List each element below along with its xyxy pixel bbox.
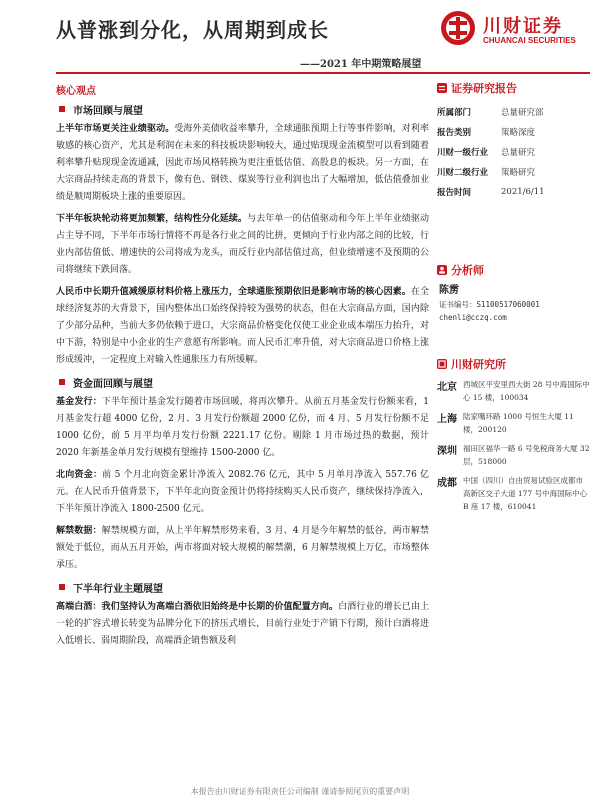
office-city: 深圳 bbox=[437, 446, 457, 457]
paragraph-text: 与去年单一的估值驱动和今年上半年业绩驱动占主导不同，下半年市场行情将不再是各行业之间的比拼，更倾向于行业内部之间的比较，行业内部估值低、增速快的公司将成为龙头，而反行业内部估值过高，但业绩增速不及预期的公司将继续下跌回落。 bbox=[56, 214, 429, 275]
paragraph-text: 受海外美债收益率攀升，全球通胀预期上行等事件影响，对利率敏感的核心资产，尤其是利润在未来的科技板块影响较大，通过贴现现金流模型可以看到随着利率攀升贴现现金流通减，因此市场风格转换为更注重低估值、高股息的板块。另一方面，在大宗商品持续走高的背景下，像有色、钢铁、煤炭等行业利润也出了大幅增加，低估值叠加业绩是顺周期板块上涨的重要原因。 bbox=[56, 124, 429, 202]
paragraph bbox=[56, 523, 429, 574]
paragraph bbox=[56, 467, 429, 518]
logo-english-name: CHUANCAI SECURITIES bbox=[483, 36, 576, 45]
bullet-square-icon bbox=[59, 584, 65, 590]
page-footer: 本报告由川财证券有限责任公司编制 谨请参阅尾页的重要声明 bbox=[190, 787, 410, 796]
analyst-heading bbox=[437, 262, 590, 278]
table-row bbox=[437, 182, 590, 202]
paragraph-text: 下半年预计基金发行随着市场回暖，将再次攀升。从前五月基金发行份额来看，1 月基金发行超 4000 亿份，2 月、3 月发行份额超 2000 亿份，而 4 月、5 月发行份额不足 1000 亿份，前 5 月平均单月发行份额 2221.17 亿份。剔除 1 月市场过热的数据，预计 2020 年新基金单月发行规模有望维持 1500-2000 亿。 bbox=[56, 397, 429, 458]
info-key: 所属部门 bbox=[437, 108, 472, 118]
header-divider bbox=[56, 72, 590, 74]
logo-mark-icon bbox=[440, 10, 476, 46]
institute-title: 川财研究所 bbox=[451, 358, 506, 371]
paragraph-lead: 下半年板块轮动将更加频繁，结构性分化延续。 bbox=[56, 214, 248, 224]
core-view-label: 核心观点 bbox=[56, 86, 96, 97]
table-row bbox=[437, 162, 590, 182]
person-icon bbox=[437, 265, 447, 275]
paragraph-lead: 解禁数据： bbox=[56, 526, 102, 536]
institute-heading bbox=[437, 356, 590, 372]
main-content bbox=[56, 80, 429, 655]
table-row bbox=[437, 142, 590, 162]
office-entry bbox=[437, 410, 590, 436]
paragraph-text: 解禁规模方面，从上半年解禁形势来看，3 月、4 月是今年解禁的低谷，两市解禁额处于低位，而从五月开始，两市将面对较大规模的解禁潮，6 月解禁规模上万亿，市场整体承压。 bbox=[56, 526, 429, 570]
page-title: 从普涨到分化，从周期到成长 bbox=[56, 18, 329, 42]
section-heading-industry bbox=[56, 579, 429, 595]
paragraph-text: 白酒行业的增长已由上一轮的扩容式增长转变为品牌分化下的挤压式增长，目前行业处于产销下行期，预计白酒将进入低增长、弱周期阶段，高端酒企销售额及利 bbox=[56, 602, 429, 646]
section-heading-label: 市场回顾与展望 bbox=[73, 105, 143, 117]
report-icon bbox=[437, 83, 447, 93]
info-key: 川财二级行业 bbox=[437, 168, 489, 178]
bullet-square-icon bbox=[59, 379, 65, 385]
analyst-title: 分析师 bbox=[451, 264, 484, 277]
analyst-name: 陈雳 bbox=[439, 285, 459, 296]
paragraph-lead: 上半年市场更关注业绩驱动。 bbox=[56, 124, 175, 134]
table-row bbox=[437, 122, 590, 142]
info-key: 报告时间 bbox=[437, 188, 472, 198]
office-address: 福田区福华一路 6 号免税商务大厦 32 层，518000 bbox=[463, 444, 590, 466]
paragraph bbox=[56, 599, 429, 650]
office-address: 中国（四川）自由贸易试验区成都市高新区交子大道 177 号中海国际中心 B 座 17 楼，610041 bbox=[463, 476, 588, 511]
info-key: 川财一级行业 bbox=[437, 148, 489, 158]
info-value: 2021/6/11 bbox=[501, 187, 545, 197]
office-entry bbox=[437, 442, 590, 468]
paragraph bbox=[56, 394, 429, 462]
paragraph-lead: 高端白酒：我们坚持认为高端白酒依旧始终是中长期的价值配置方向。 bbox=[56, 602, 339, 612]
table-row bbox=[437, 102, 590, 122]
company-logo bbox=[440, 10, 590, 50]
paragraph-lead: 基金发行： bbox=[56, 397, 102, 407]
info-value: 总量研究部 bbox=[501, 108, 544, 118]
office-entry bbox=[437, 474, 590, 513]
analyst-email[interactable]: chenli@cczq.com bbox=[439, 313, 507, 322]
bullet-square-icon bbox=[59, 106, 65, 112]
office-address: 西城区平安里西大街 28 号中海国际中心 15 楼，100034 bbox=[463, 380, 590, 402]
report-info-title: 证券研究报告 bbox=[451, 82, 517, 95]
info-key: 报告类别 bbox=[437, 128, 472, 138]
sidebar bbox=[437, 80, 590, 513]
paragraph-lead: 人民币中长期升值减缓原材料价格上涨压力，全球通胀预期依旧是影响市场的核心因素。 bbox=[56, 287, 411, 297]
paragraph-text: 前 5 个月北向资金累计净流入 2082.76 亿元，其中 5 月单月净流入 557.76 亿元。在人民币升值背景下，下半年北向资金预计仍将持续购买人民币资产，继续保持净流入，下半年预计净流入 1800-2500 亿元。 bbox=[56, 470, 429, 514]
paragraph bbox=[56, 121, 429, 206]
info-value: 策略研究 bbox=[501, 168, 536, 178]
section-heading-funds bbox=[56, 374, 429, 390]
office-address: 陆家嘴环路 1000 号恒生大厦 11 楼，200120 bbox=[463, 412, 574, 434]
report-info-table bbox=[437, 102, 590, 202]
office-city: 上海 bbox=[437, 414, 457, 425]
paragraph-lead: 北向资金： bbox=[56, 470, 103, 480]
logo-chinese-name: 川财证券 bbox=[483, 16, 563, 37]
office-city: 北京 bbox=[437, 382, 457, 393]
paragraph bbox=[56, 211, 429, 279]
paragraph bbox=[56, 284, 429, 369]
info-value: 总量研究 bbox=[501, 148, 536, 158]
section-heading-market bbox=[56, 101, 429, 117]
info-value: 策略深度 bbox=[501, 128, 536, 138]
office-city: 成都 bbox=[437, 478, 457, 489]
paragraph-text: 在全球经济复苏的大背景下，国内整体出口始终保持较为强势的状态，但在大宗商品方面，国内除了少部分品种，当前大多仍依赖于进口，大宗商品价格变化仅使工业企业成本端压力抬升，对中下游，特别是中小企业的生产意愿有所影响。而人民币汇率升值，对大宗商品进口价格上涨形成缓冲，一定程度上对输入性通胀压力有所缓解。 bbox=[56, 287, 429, 365]
institute-icon bbox=[437, 359, 447, 369]
office-entry bbox=[437, 378, 590, 404]
analyst-certificate: 证书编号：S1100517060001 bbox=[439, 300, 540, 309]
section-heading-label: 下半年行业主题展望 bbox=[73, 583, 163, 595]
report-info-heading bbox=[437, 80, 590, 96]
page-subtitle: ——2021 年中期策略展望 bbox=[300, 59, 422, 70]
section-heading-label: 资金面回顾与展望 bbox=[73, 378, 153, 390]
